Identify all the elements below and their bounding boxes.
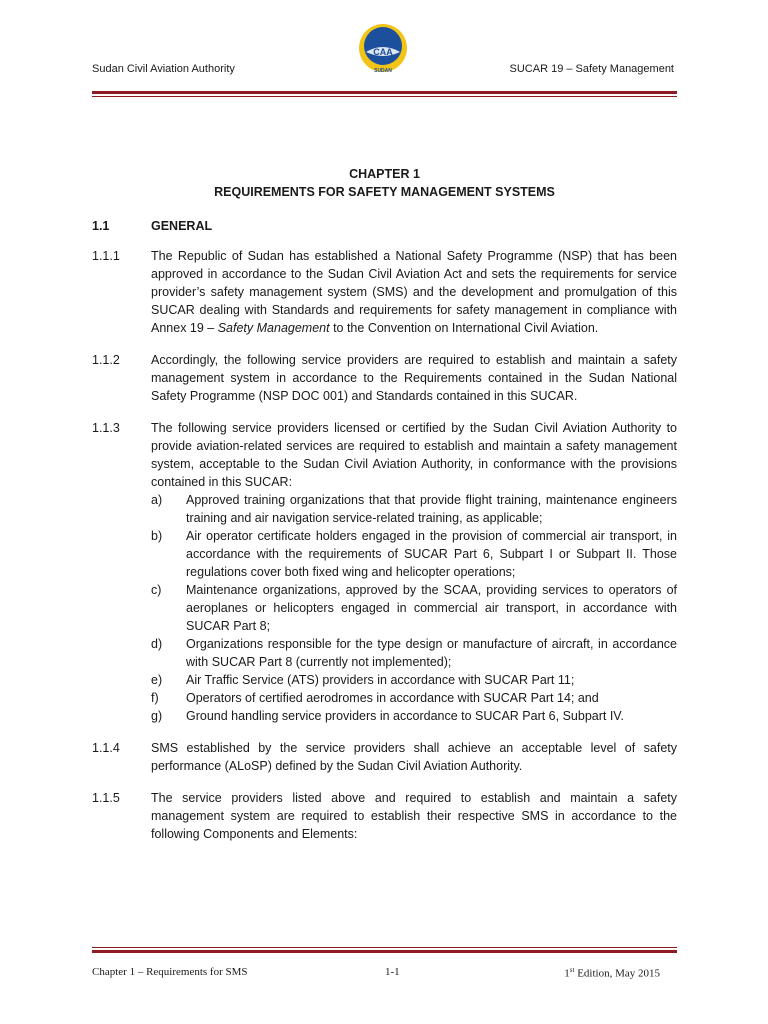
list-item: f) Operators of certified aerodromes in accordance with SUCAR Part 14; and xyxy=(151,691,599,705)
list-item: e) Air Traffic Service (ATS) providers in accordance with SUCAR Part 11; xyxy=(151,673,575,687)
paragraph-text: SMS established by the service providers shall achieve an acceptable level of safety performance (ALoSP) defined by the Sudan Civil Aviation Authority. xyxy=(151,741,677,773)
list-item: d) Organizations responsible for the type design or manufacture of aircraft, in accordance with SUCAR Part 8 (currently not implemented); xyxy=(151,637,677,669)
paragraph-text: The Republic of Sudan has established a National Safety Programme (NSP) that has been approved in accordance to the Sudan Civil Aviation Act and sets the requirements for service provider’s safety management system (SMS) and the development and promulgation of this SUCAR dealing with Standards and requirements for safety management in compliance with Annex 19 – Safety Management to the Convention on International Civil Aviation. xyxy=(151,249,677,335)
footer-chapter: Chapter 1 – Requirements for SMS xyxy=(92,966,248,978)
list-item: g) Ground handling service providers in accordance to SUCAR Part 6, Subpart IV. xyxy=(151,709,624,723)
paragraph-number: 1.1.5 xyxy=(92,791,120,805)
section-number: 1.1 xyxy=(92,219,110,233)
paragraph-1-1-3 xyxy=(92,419,677,725)
paragraph-text: The service providers listed above and required to establish and maintain a safety management system are required to establish their respective SMS in accordance to the following Components and Elements: xyxy=(151,791,677,841)
paragraph-number: 1.1.4 xyxy=(92,741,120,755)
section-title: GENERAL xyxy=(151,219,213,233)
paragraph-text: The following service providers licensed or certified by the Sudan Civil Aviation Authority to provide aviation-related services are required to establish and maintain a safety management system, acceptable to the Sudan Civil Aviation Authority, in conformance with the provisions contained in this SUCAR: xyxy=(151,421,677,489)
footer-divider xyxy=(92,947,677,953)
scaa-logo xyxy=(352,22,414,78)
list-item: b) Air operator certificate holders engaged in the provision of commercial air transport, in accordance with the requirements of SUCAR Part 6, Subpart I or Subpart II. Those regulations cover both fixed wing and helicopter operations; xyxy=(151,529,677,579)
list-item: c) Maintenance organizations, approved by the SCAA, providing services to operators of aeroplanes or helicopters engaged in commercial air transport, in accordance with SUCAR Part 8; xyxy=(151,583,677,633)
document-body xyxy=(92,217,677,857)
paragraph-1-1-5 xyxy=(92,789,677,843)
header-right-title: SUCAR 19 – Safety Management xyxy=(509,63,674,75)
header-left-title: Sudan Civil Aviation Authority xyxy=(92,63,235,75)
paragraph-1-1-2 xyxy=(92,351,677,405)
paragraph-number: 1.1.3 xyxy=(92,421,120,435)
chapter-title-block xyxy=(92,165,677,201)
section-heading xyxy=(92,217,677,235)
list-item: a) Approved training organizations that that provide flight training, maintenance engineers training and air navigation service-related training, as applicable; xyxy=(151,493,677,525)
header-divider xyxy=(92,91,677,97)
paragraph-1-1-4 xyxy=(92,739,677,775)
service-provider-list xyxy=(151,491,677,725)
footer-edition: 1st Edition, May 2015 xyxy=(564,966,660,980)
annex-title-italic: Safety Management xyxy=(217,321,330,335)
chapter-heading: REQUIREMENTS FOR SAFETY MANAGEMENT SYSTEMS xyxy=(214,185,555,199)
paragraph-number: 1.1.1 xyxy=(92,249,120,263)
logo-subtext: SUDAN xyxy=(374,68,392,74)
paragraph-text: Accordingly, the following service providers are required to establish and maintain a safety management system in accordance to the Requirements contained in the Sudan National Safety Programme (NSP DOC 001) and Standards contained in this SUCAR. xyxy=(151,353,677,403)
paragraph-number: 1.1.2 xyxy=(92,353,120,367)
footer-page-number: 1-1 xyxy=(385,966,400,978)
paragraph-1-1-1 xyxy=(92,247,677,337)
chapter-number: CHAPTER 1 xyxy=(349,167,420,181)
logo-text: CAA xyxy=(373,47,393,57)
